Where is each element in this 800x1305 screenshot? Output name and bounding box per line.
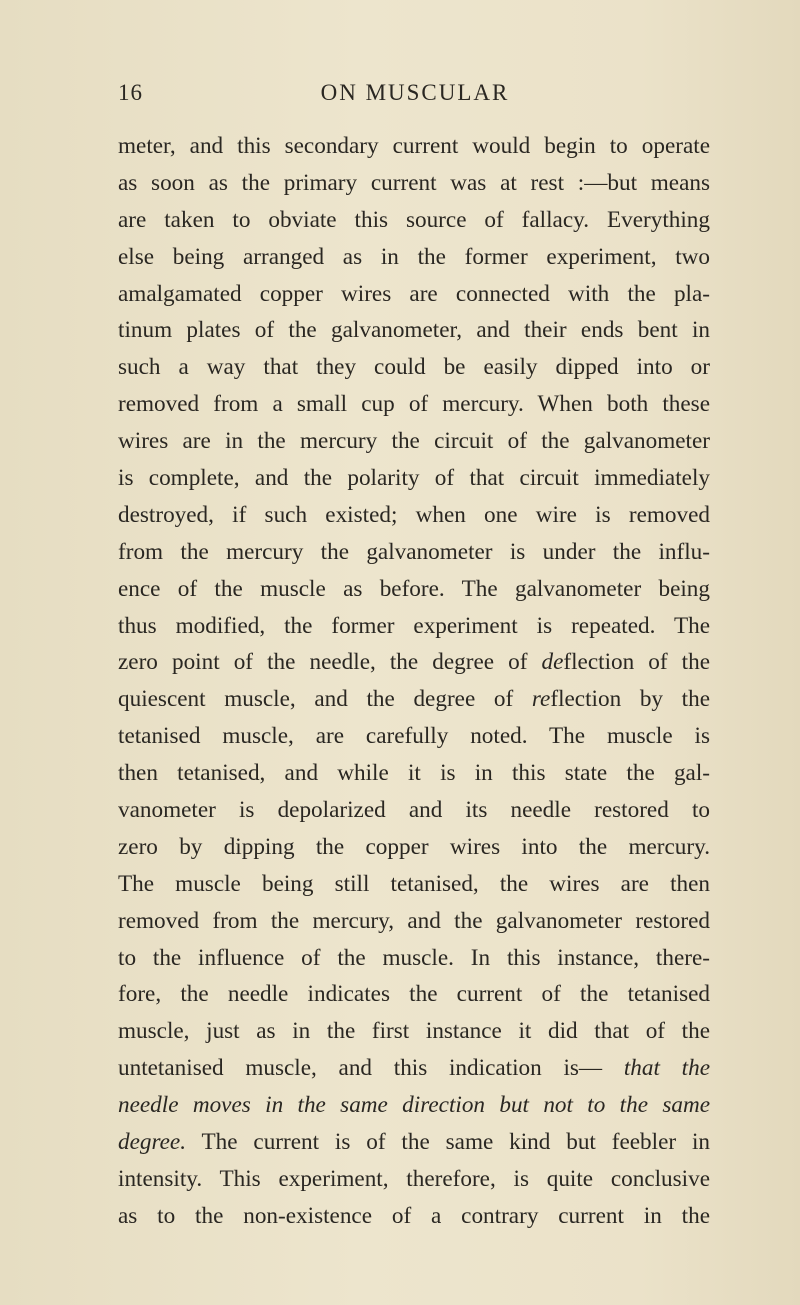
text-segment: amalgamated copper wires are connected with the pla- (118, 280, 710, 307)
text-segment: removed from a small cup of mercury. When both these (118, 391, 710, 418)
text-segment: then tetanised, and while it is in this state the gal- (118, 760, 710, 787)
text-segment: removed from the mercury, and the galvanometer restored (118, 907, 710, 934)
text-line (118, 165, 710, 202)
text-line (118, 1013, 710, 1050)
page-number: 16 (118, 80, 143, 105)
text-line (118, 349, 710, 386)
text-line (118, 460, 710, 497)
text-line (118, 423, 710, 460)
text-segment: The muscle being still tetanised, the wires are then (118, 870, 710, 897)
text-line (118, 128, 710, 165)
text-segment: zero point of the needle, the degree of (118, 649, 542, 676)
text-line (118, 1050, 710, 1087)
text-line (118, 534, 710, 571)
text-line (118, 312, 710, 349)
text-line (118, 866, 710, 903)
italic-text: de (541, 649, 564, 676)
italic-text: needle moves in the same direction but not to the same (118, 1092, 710, 1119)
text-segment: are taken to obviate this source of fallacy. Everything (118, 206, 710, 233)
text-line (118, 940, 710, 977)
text-segment: flection of the (563, 649, 710, 676)
italic-text: degree. (118, 1129, 187, 1156)
text-line (118, 1161, 710, 1198)
text-segment: tinum plates of the galvanometer, and their ends bent in (118, 317, 710, 344)
text-line (118, 1198, 710, 1235)
text-segment: else being arranged as in the former experiment, two (118, 243, 710, 270)
text-segment: as soon as the primary current was at rest :—but means (118, 169, 710, 196)
text-segment: ence of the muscle as before. The galvanometer being (118, 575, 710, 602)
page-header (118, 80, 712, 120)
text-line (118, 571, 710, 608)
text-segment: muscle, just as in the first instance it did that of the (118, 1018, 710, 1045)
text-segment: thus modified, the former experiment is repeated. The (118, 612, 710, 639)
text-line (118, 1124, 710, 1161)
text-line (118, 755, 710, 792)
text-segment: is complete, and the polarity of that circuit immediately (118, 465, 710, 492)
italic-text: re (531, 686, 551, 713)
text-line (118, 718, 710, 755)
italic-text: that the (623, 1055, 710, 1082)
text-line (118, 976, 710, 1013)
text-line (118, 644, 710, 681)
text-line (118, 681, 710, 718)
text-line (118, 1087, 710, 1124)
body-text (118, 128, 710, 1235)
text-segment: flection by the (550, 686, 710, 713)
text-segment: such a way that they could be easily dipped into or (118, 354, 710, 381)
text-line (118, 497, 710, 534)
text-segment: The current is of the same kind but feebler in (186, 1129, 710, 1156)
text-line (118, 239, 710, 276)
text-line (118, 386, 710, 423)
text-line (118, 276, 710, 313)
text-segment: wires are in the mercury the circuit of the galvanometer (118, 428, 710, 455)
text-segment: to the influence of the muscle. In this instance, there- (118, 944, 710, 971)
text-segment: destroyed, if such existed; when one wire is removed (118, 501, 710, 528)
text-segment: fore, the needle indicates the current of the tetanised (118, 981, 710, 1008)
text-segment: intensity. This experiment, therefore, is quite conclusive (118, 1165, 710, 1192)
text-line (118, 829, 710, 866)
text-segment: untetanised muscle, and this indication is— (118, 1055, 624, 1082)
running-head: ON MUSCULAR (320, 80, 510, 105)
text-segment: from the mercury the galvanometer is under the influ- (118, 538, 710, 565)
text-line (118, 903, 710, 940)
text-segment: as to the non-existence of a contrary current in the (118, 1202, 710, 1229)
text-segment: quiescent muscle, and the degree of (118, 686, 532, 713)
text-line (118, 792, 710, 829)
text-segment: tetanised muscle, are carefully noted. The muscle is (118, 723, 710, 750)
text-segment: meter, and this secondary current would begin to operate (118, 133, 710, 159)
text-segment: zero by dipping the copper wires into the mercury. (118, 833, 710, 860)
text-line (118, 608, 710, 645)
text-line (118, 202, 710, 239)
text-segment: vanometer is depolarized and its needle restored to (118, 797, 710, 824)
